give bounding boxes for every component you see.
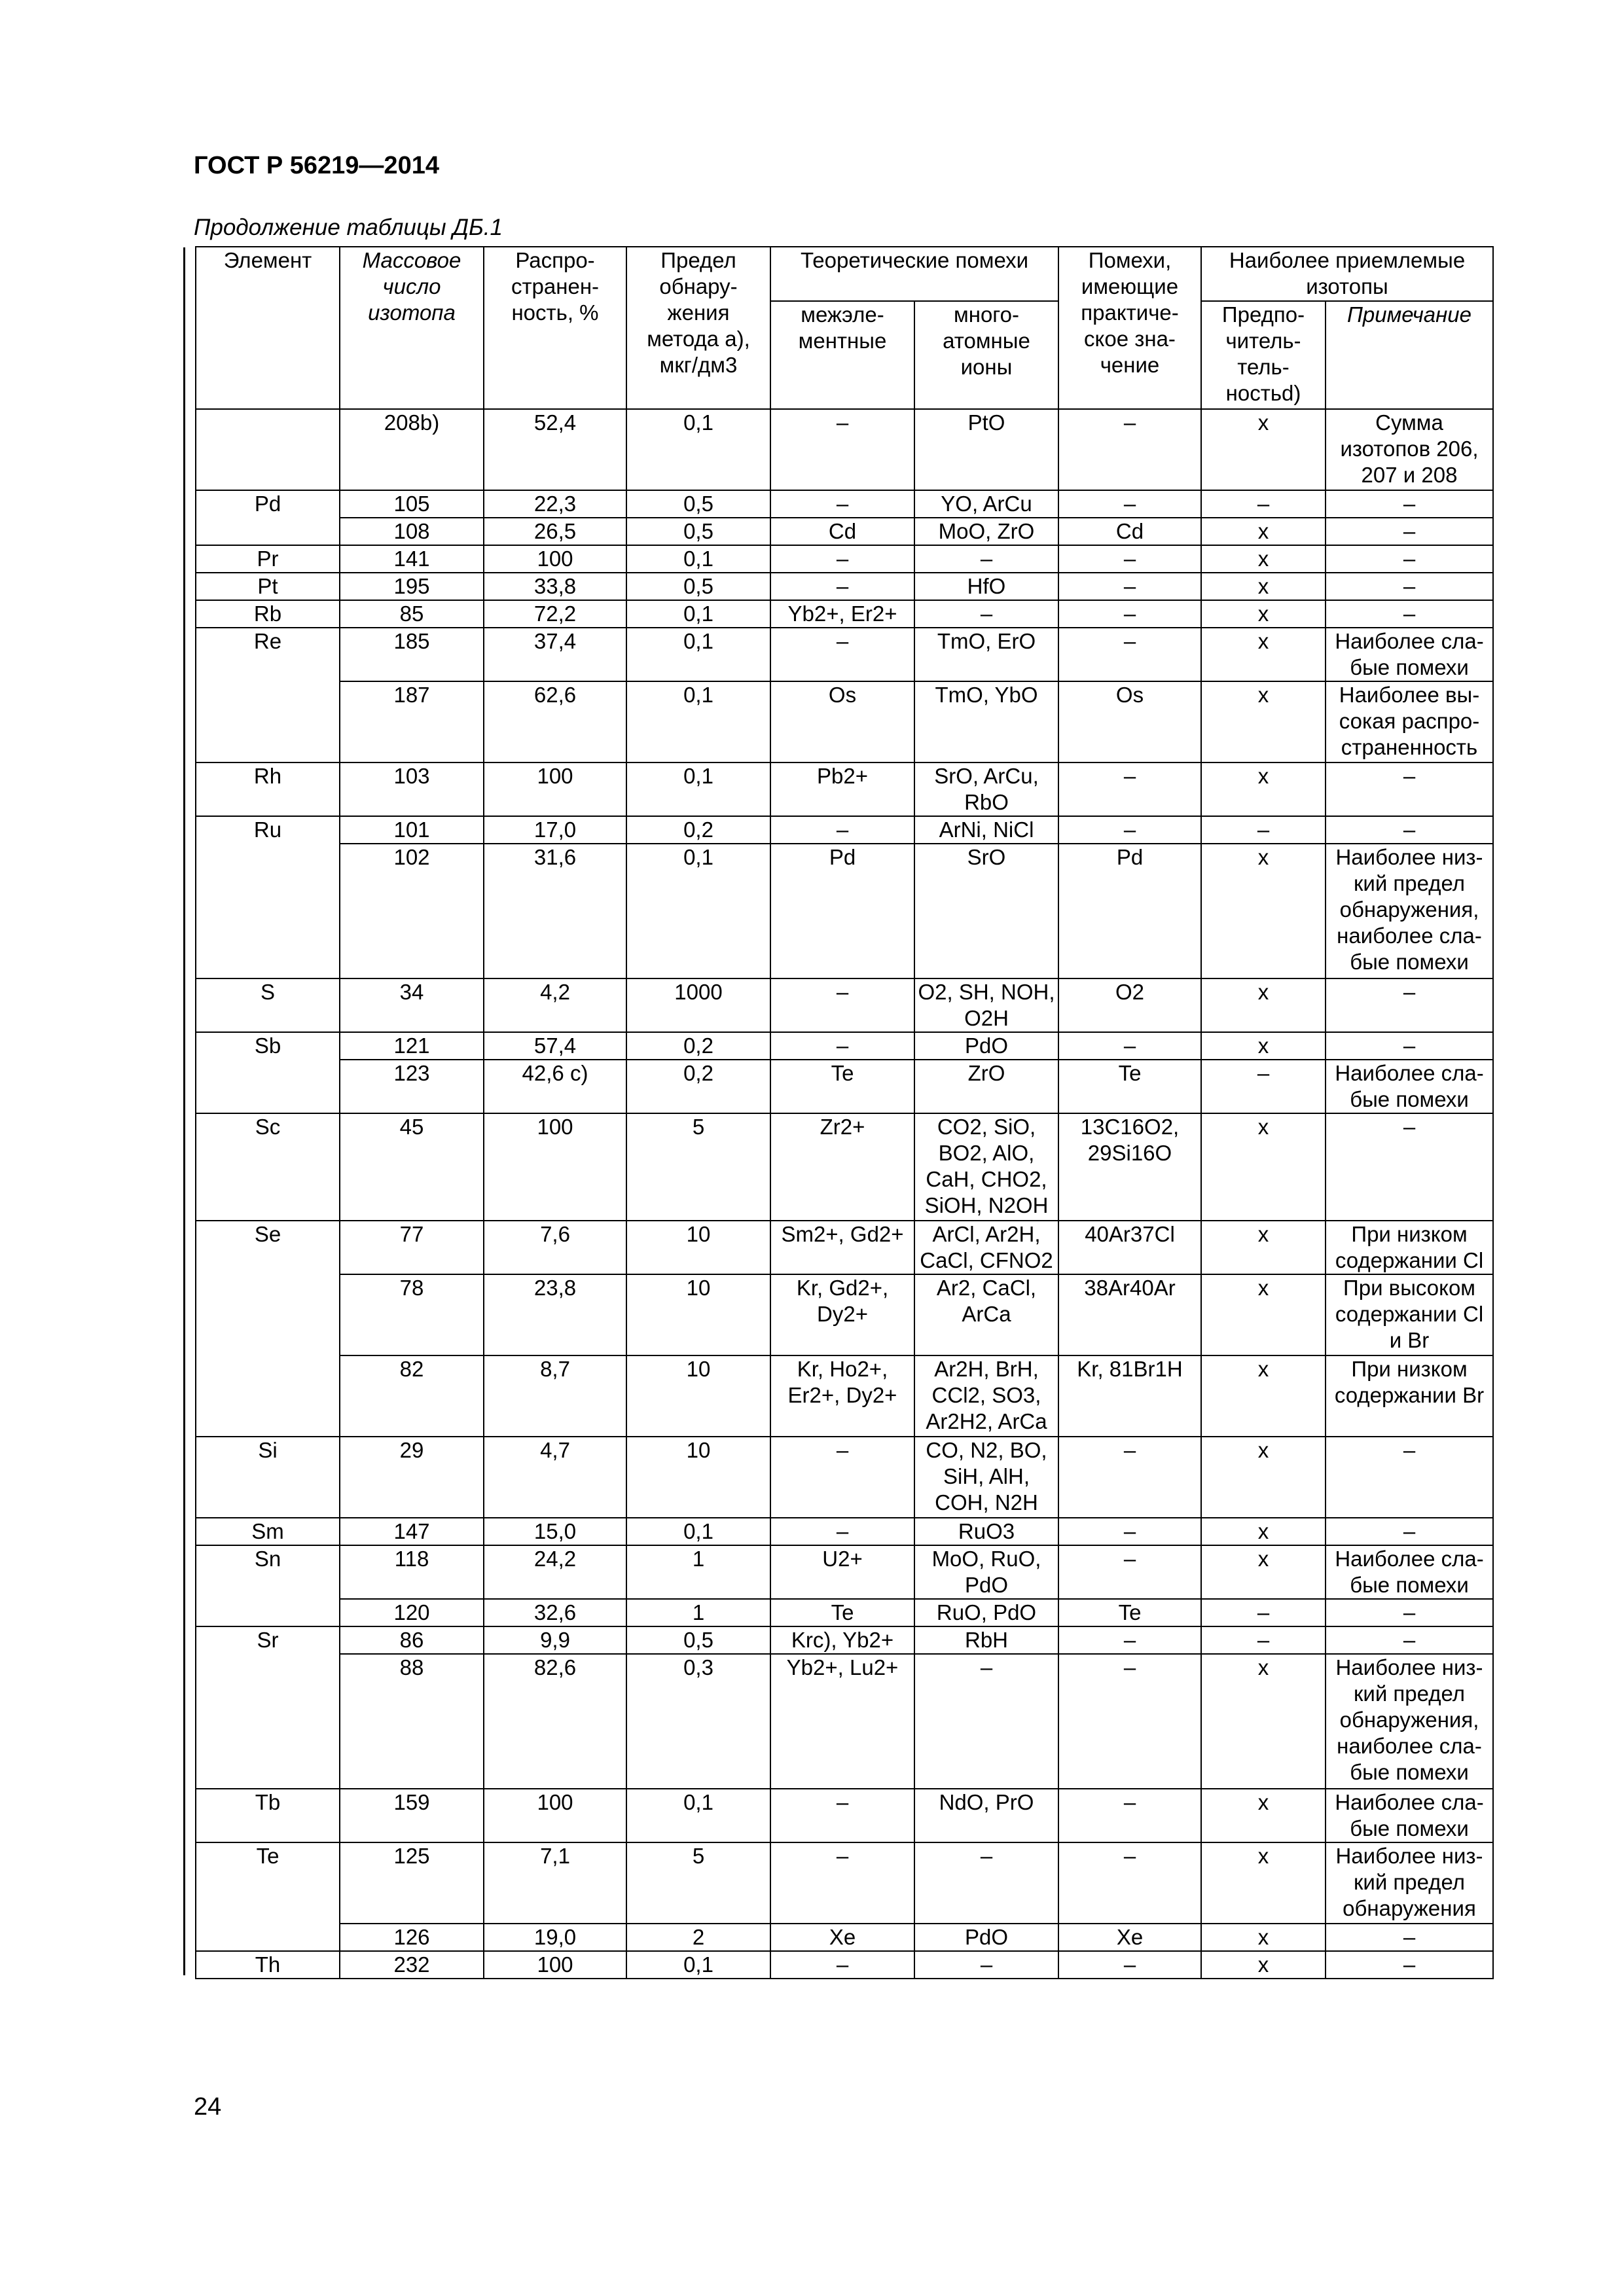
mass-number-cell: 121 [340, 1032, 484, 1060]
preferable-cell: x [1201, 1789, 1326, 1842]
mass-number-cell: 185 [340, 628, 484, 681]
detection-limit-cell: 10 [626, 1274, 770, 1355]
interelement-cell: – [770, 1518, 914, 1545]
abundance-cell: 33,8 [484, 573, 626, 600]
preferable-cell: x [1201, 762, 1326, 816]
preferable-cell: – [1201, 1060, 1326, 1113]
preferable-cell: – [1201, 1599, 1326, 1626]
polyatomic-cell: SrO [914, 844, 1058, 978]
table-row [196, 1789, 1493, 1842]
polyatomic-cell: Ar2, CaCl, ArCa [914, 1274, 1058, 1355]
practical-cell: – [1058, 762, 1201, 816]
preferable-cell: x [1201, 1221, 1326, 1274]
table-row [196, 1599, 1493, 1626]
mass-number-cell: 102 [340, 844, 484, 978]
detection-limit-cell: 10 [626, 1437, 770, 1518]
practical-cell: – [1058, 1437, 1201, 1518]
mass-number-cell: 208b) [340, 409, 484, 490]
detection-limit-cell: 0,1 [626, 600, 770, 628]
note-cell: – [1326, 1951, 1493, 1979]
practical-cell: – [1058, 628, 1201, 681]
mass-number-cell: 82 [340, 1355, 484, 1437]
practical-cell: Cd [1058, 518, 1201, 545]
detection-limit-cell: 0,2 [626, 1060, 770, 1113]
element-cell: Si [196, 1437, 340, 1518]
element-cell: Rb [196, 600, 340, 628]
element-cell [196, 518, 340, 545]
polyatomic-cell: RuO, PdO [914, 1599, 1058, 1626]
header-theoretical: Теоретические помехи [770, 247, 1058, 301]
polyatomic-cell: – [914, 600, 1058, 628]
mass-number-cell: 34 [340, 978, 484, 1032]
note-cell: – [1326, 1924, 1493, 1951]
element-cell [196, 1654, 340, 1789]
practical-cell: – [1058, 1545, 1201, 1599]
abundance-cell: 52,4 [484, 409, 626, 490]
detection-limit-cell: 0,1 [626, 1518, 770, 1545]
preferable-cell: x [1201, 409, 1326, 490]
note-cell: Наиболее сла-бые помехи [1326, 1789, 1493, 1842]
interelement-cell: – [770, 409, 914, 490]
detection-limit-cell: 0,5 [626, 1626, 770, 1654]
preferable-cell: x [1201, 628, 1326, 681]
table-row [196, 600, 1493, 628]
mass-number-cell: 125 [340, 1842, 484, 1924]
interelement-cell: – [770, 978, 914, 1032]
polyatomic-cell: CO2, SiO, BO2, AlO, CaH, CHO2, SiOH, N2OH [914, 1113, 1058, 1221]
table-row [196, 1060, 1493, 1113]
note-cell: – [1326, 1599, 1493, 1626]
element-cell: Sn [196, 1545, 340, 1599]
polyatomic-cell: ArNi, NiCl [914, 816, 1058, 844]
interelement-cell: – [770, 1789, 914, 1842]
mass-number-cell: 86 [340, 1626, 484, 1654]
note-cell: Наиболее сла-бые помехи [1326, 1545, 1493, 1599]
table-row [196, 1437, 1493, 1518]
polyatomic-cell: PdO [914, 1032, 1058, 1060]
note-cell: – [1326, 1113, 1493, 1221]
note-cell: – [1326, 1626, 1493, 1654]
polyatomic-cell: – [914, 545, 1058, 573]
header-preferable: Предпо-читель-тель-ностьd) [1201, 301, 1326, 409]
detection-limit-cell: 0,1 [626, 762, 770, 816]
note-cell: Наиболее низ-кий предел обнаружения, наиболее сла-бые помехи [1326, 1654, 1493, 1789]
table-row [196, 978, 1493, 1032]
element-cell: Sm [196, 1518, 340, 1545]
detection-limit-cell: 0,1 [626, 1789, 770, 1842]
abundance-cell: 4,7 [484, 1437, 626, 1518]
abundance-cell: 19,0 [484, 1924, 626, 1951]
table-row [196, 1274, 1493, 1355]
practical-cell: – [1058, 1789, 1201, 1842]
abundance-cell: 100 [484, 545, 626, 573]
interelement-cell: – [770, 1951, 914, 1979]
abundance-cell: 23,8 [484, 1274, 626, 1355]
polyatomic-cell: O2, SH, NOH, O2H [914, 978, 1058, 1032]
practical-cell: O2 [1058, 978, 1201, 1032]
preferable-cell: x [1201, 600, 1326, 628]
note-cell: При низком содержании Cl [1326, 1221, 1493, 1274]
table-row [196, 1951, 1493, 1979]
header-practical: Помехи, имеющие практиче-ское зна-чение [1058, 247, 1201, 409]
polyatomic-cell: PtO [914, 409, 1058, 490]
practical-cell: – [1058, 1032, 1201, 1060]
practical-cell: Te [1058, 1599, 1201, 1626]
interelement-cell: – [770, 545, 914, 573]
element-cell: Pt [196, 573, 340, 600]
note-cell: – [1326, 978, 1493, 1032]
element-cell [196, 681, 340, 762]
mass-number-cell: 195 [340, 573, 484, 600]
practical-cell: Os [1058, 681, 1201, 762]
abundance-cell: 42,6 c) [484, 1060, 626, 1113]
note-cell: – [1326, 490, 1493, 518]
polyatomic-cell: TmO, YbO [914, 681, 1058, 762]
polyatomic-cell: ZrO [914, 1060, 1058, 1113]
polyatomic-cell: CO, N2, BO, SiH, AlH, COH, N2H [914, 1437, 1058, 1518]
element-cell [196, 844, 340, 978]
note-cell: – [1326, 1437, 1493, 1518]
detection-limit-cell: 0,1 [626, 545, 770, 573]
table-row [196, 518, 1493, 545]
element-cell: S [196, 978, 340, 1032]
detection-limit-cell: 0,3 [626, 1654, 770, 1789]
abundance-cell: 24,2 [484, 1545, 626, 1599]
table-row [196, 816, 1493, 844]
detection-limit-cell: 1 [626, 1599, 770, 1626]
polyatomic-cell: – [914, 1951, 1058, 1979]
polyatomic-cell: RuO3 [914, 1518, 1058, 1545]
preferable-cell: x [1201, 1842, 1326, 1924]
table-row [196, 762, 1493, 816]
preferable-cell: x [1201, 518, 1326, 545]
abundance-cell: 100 [484, 1951, 626, 1979]
abundance-cell: 100 [484, 1789, 626, 1842]
mass-number-cell: 123 [340, 1060, 484, 1113]
practical-cell: Pd [1058, 844, 1201, 978]
abundance-cell: 9,9 [484, 1626, 626, 1654]
preferable-cell: x [1201, 1924, 1326, 1951]
note-cell: Наиболее сла-бые помехи [1326, 628, 1493, 681]
detection-limit-cell: 1000 [626, 978, 770, 1032]
table-row [196, 1355, 1493, 1437]
abundance-cell: 32,6 [484, 1599, 626, 1626]
note-cell: При низком содержании Br [1326, 1355, 1493, 1437]
mass-number-cell: 45 [340, 1113, 484, 1221]
mass-number-cell: 88 [340, 1654, 484, 1789]
mass-number-cell: 141 [340, 545, 484, 573]
practical-cell: – [1058, 1842, 1201, 1924]
mass-number-cell: 103 [340, 762, 484, 816]
table-row [196, 490, 1493, 518]
change-bar [183, 247, 185, 1975]
header-mass-number: Массовое число изотопа [340, 247, 484, 409]
abundance-cell: 62,6 [484, 681, 626, 762]
preferable-cell: x [1201, 1437, 1326, 1518]
practical-cell: – [1058, 1654, 1201, 1789]
practical-cell: – [1058, 1951, 1201, 1979]
interelement-cell: Cd [770, 518, 914, 545]
table-row [196, 628, 1493, 681]
detection-limit-cell: 5 [626, 1113, 770, 1221]
header-polyatomic: много-атомные ионы [914, 301, 1058, 409]
note-cell: – [1326, 573, 1493, 600]
practical-cell: 40Ar37Cl [1058, 1221, 1201, 1274]
interelement-cell: – [770, 1032, 914, 1060]
interelement-cell: Te [770, 1599, 914, 1626]
mass-number-cell: 120 [340, 1599, 484, 1626]
polyatomic-cell: MoO, ZrO [914, 518, 1058, 545]
interelement-cell: Xe [770, 1924, 914, 1951]
practical-cell: Te [1058, 1060, 1201, 1113]
abundance-cell: 57,4 [484, 1032, 626, 1060]
element-cell: Pr [196, 545, 340, 573]
detection-limit-cell: 0,2 [626, 1032, 770, 1060]
preferable-cell: – [1201, 816, 1326, 844]
page-number: 24 [194, 2093, 222, 2121]
interelement-cell: Kr, Ho2+, Er2+, Dy2+ [770, 1355, 914, 1437]
preferable-cell: x [1201, 1113, 1326, 1221]
detection-limit-cell: 2 [626, 1924, 770, 1951]
element-cell: Ru [196, 816, 340, 844]
table-caption: Продолжение таблицы ДБ.1 [194, 215, 503, 240]
polyatomic-cell: RbH [914, 1626, 1058, 1654]
detection-limit-cell: 0,1 [626, 628, 770, 681]
interelement-cell: – [770, 490, 914, 518]
detection-limit-cell: 0,5 [626, 490, 770, 518]
interelement-cell: Zr2+ [770, 1113, 914, 1221]
preferable-cell: x [1201, 1355, 1326, 1437]
polyatomic-cell: Ar2H, BrH, CCl2, SO3, Ar2H2, ArCa [914, 1355, 1058, 1437]
preferable-cell: x [1201, 1032, 1326, 1060]
interelement-cell: Kr, Gd2+, Dy2+ [770, 1274, 914, 1355]
practical-cell: – [1058, 816, 1201, 844]
interelement-cell: Te [770, 1060, 914, 1113]
table-row [196, 1221, 1493, 1274]
practical-cell: – [1058, 600, 1201, 628]
note-cell: – [1326, 762, 1493, 816]
table-row [196, 1924, 1493, 1951]
element-cell: Re [196, 628, 340, 681]
preferable-cell: – [1201, 490, 1326, 518]
table-row [196, 1626, 1493, 1654]
mass-number-cell: 101 [340, 816, 484, 844]
practical-cell: – [1058, 409, 1201, 490]
interelement-cell: – [770, 573, 914, 600]
polyatomic-cell: – [914, 1842, 1058, 1924]
note-cell: Наиболее сла-бые помехи [1326, 1060, 1493, 1113]
mass-number-cell: 187 [340, 681, 484, 762]
interelement-cell: Krc), Yb2+ [770, 1626, 914, 1654]
practical-cell: – [1058, 490, 1201, 518]
table-row [196, 844, 1493, 978]
element-cell: Sb [196, 1032, 340, 1060]
detection-limit-cell: 0,5 [626, 573, 770, 600]
interelement-cell: – [770, 1437, 914, 1518]
preferable-cell: x [1201, 1518, 1326, 1545]
preferable-cell: x [1201, 1545, 1326, 1599]
detection-limit-cell: 0,1 [626, 681, 770, 762]
abundance-cell: 72,2 [484, 600, 626, 628]
detection-limit-cell: 0,1 [626, 844, 770, 978]
table-row [196, 573, 1493, 600]
element-cell: Pd [196, 490, 340, 518]
detection-limit-cell: 1 [626, 1545, 770, 1599]
abundance-cell: 15,0 [484, 1518, 626, 1545]
abundance-cell: 7,1 [484, 1842, 626, 1924]
abundance-cell: 8,7 [484, 1355, 626, 1437]
element-cell: Sr [196, 1626, 340, 1654]
abundance-cell: 37,4 [484, 628, 626, 681]
header-abundance: Распро-странен-ность, % [484, 247, 626, 409]
practical-cell: 38Ar40Ar [1058, 1274, 1201, 1355]
interelement-cell: Yb2+, Lu2+ [770, 1654, 914, 1789]
table-row [196, 681, 1493, 762]
mass-number-cell: 78 [340, 1274, 484, 1355]
element-cell [196, 1060, 340, 1113]
practical-cell: – [1058, 1518, 1201, 1545]
preferable-cell: – [1201, 1626, 1326, 1654]
interelement-cell: Pb2+ [770, 762, 914, 816]
note-cell: Наиболее низ-кий предел обнаружения, наиболее сла-бые помехи [1326, 844, 1493, 978]
element-cell: Se [196, 1221, 340, 1274]
interelement-cell: – [770, 1842, 914, 1924]
abundance-cell: 7,6 [484, 1221, 626, 1274]
mass-number-cell: 29 [340, 1437, 484, 1518]
interelement-cell: – [770, 816, 914, 844]
detection-limit-cell: 0,5 [626, 518, 770, 545]
note-cell: – [1326, 816, 1493, 844]
note-cell: – [1326, 1518, 1493, 1545]
practical-cell: – [1058, 1626, 1201, 1654]
polyatomic-cell: NdO, PrO [914, 1789, 1058, 1842]
abundance-cell: 100 [484, 1113, 626, 1221]
mass-number-cell: 118 [340, 1545, 484, 1599]
detection-limit-cell: 0,2 [626, 816, 770, 844]
polyatomic-cell: TmO, ErO [914, 628, 1058, 681]
polyatomic-cell: ArCl, Ar2H, CaCl, CFNO2 [914, 1221, 1058, 1274]
element-cell: Te [196, 1842, 340, 1924]
table-row [196, 1545, 1493, 1599]
element-cell [196, 1599, 340, 1626]
element-cell: Rh [196, 762, 340, 816]
preferable-cell: x [1201, 545, 1326, 573]
polyatomic-cell: MoO, RuO, PdO [914, 1545, 1058, 1599]
table-row [196, 409, 1493, 490]
practical-cell: Xe [1058, 1924, 1201, 1951]
abundance-cell: 4,2 [484, 978, 626, 1032]
note-cell: Наиболее вы-сокая распро-страненность [1326, 681, 1493, 762]
abundance-cell: 82,6 [484, 1654, 626, 1789]
preferable-cell: x [1201, 681, 1326, 762]
preferable-cell: x [1201, 844, 1326, 978]
element-cell [196, 1924, 340, 1951]
preferable-cell: x [1201, 573, 1326, 600]
table-row [196, 1842, 1493, 1924]
practical-cell: – [1058, 573, 1201, 600]
polyatomic-cell: SrO, ArCu, RbO [914, 762, 1058, 816]
table-row [196, 1113, 1493, 1221]
interelement-cell: U2+ [770, 1545, 914, 1599]
isotope-table [195, 246, 1494, 1979]
note-cell: – [1326, 1032, 1493, 1060]
element-cell: Sc [196, 1113, 340, 1221]
mass-number-cell: 108 [340, 518, 484, 545]
abundance-cell: 31,6 [484, 844, 626, 978]
note-cell: При высоком содержании Cl и Br [1326, 1274, 1493, 1355]
note-cell: – [1326, 545, 1493, 573]
table-row [196, 1518, 1493, 1545]
interelement-cell: Yb2+, Er2+ [770, 600, 914, 628]
note-cell: Наиболее низ-кий предел обнаружения [1326, 1842, 1493, 1924]
table-row [196, 1032, 1493, 1060]
detection-limit-cell: 10 [626, 1355, 770, 1437]
element-cell [196, 409, 340, 490]
header-detection-limit: Предел обнару-жения метода а), мкг/дм3 [626, 247, 770, 409]
element-cell [196, 1355, 340, 1437]
header-most-acceptable: Наиболее приемлемые изотопы [1201, 247, 1493, 301]
abundance-cell: 100 [484, 762, 626, 816]
mass-number-cell: 232 [340, 1951, 484, 1979]
mass-number-cell: 147 [340, 1518, 484, 1545]
element-cell: Th [196, 1951, 340, 1979]
practical-cell: – [1058, 545, 1201, 573]
note-cell: Сумма изотопов 206, 207 и 208 [1326, 409, 1493, 490]
detection-limit-cell: 5 [626, 1842, 770, 1924]
header-interelement: межэле-ментные [770, 301, 914, 409]
preferable-cell: x [1201, 1274, 1326, 1355]
table-row [196, 545, 1493, 573]
note-cell: – [1326, 518, 1493, 545]
abundance-cell: 17,0 [484, 816, 626, 844]
mass-number-cell: 126 [340, 1924, 484, 1951]
interelement-cell: Sm2+, Gd2+ [770, 1221, 914, 1274]
element-cell [196, 1274, 340, 1355]
note-cell: – [1326, 600, 1493, 628]
table-row [196, 1654, 1493, 1789]
preferable-cell: x [1201, 978, 1326, 1032]
mass-number-cell: 85 [340, 600, 484, 628]
preferable-cell: x [1201, 1654, 1326, 1789]
detection-limit-cell: 0,1 [626, 409, 770, 490]
preferable-cell: x [1201, 1951, 1326, 1979]
mass-number-cell: 77 [340, 1221, 484, 1274]
polyatomic-cell: – [914, 1654, 1058, 1789]
polyatomic-cell: PdO [914, 1924, 1058, 1951]
header-note: Примечание [1326, 301, 1493, 409]
header-element: Элемент [196, 247, 340, 409]
interelement-cell: Os [770, 681, 914, 762]
polyatomic-cell: HfO [914, 573, 1058, 600]
mass-number-cell: 159 [340, 1789, 484, 1842]
detection-limit-cell: 0,1 [626, 1951, 770, 1979]
document-title: ГОСТ Р 56219—2014 [194, 152, 439, 179]
interelement-cell: Pd [770, 844, 914, 978]
element-cell: Tb [196, 1789, 340, 1842]
mass-number-cell: 105 [340, 490, 484, 518]
interelement-cell: – [770, 628, 914, 681]
practical-cell: Kr, 81Br1H [1058, 1355, 1201, 1437]
abundance-cell: 26,5 [484, 518, 626, 545]
detection-limit-cell: 10 [626, 1221, 770, 1274]
polyatomic-cell: YO, ArCu [914, 490, 1058, 518]
abundance-cell: 22,3 [484, 490, 626, 518]
practical-cell: 13C16O2, 29Si16O [1058, 1113, 1201, 1221]
